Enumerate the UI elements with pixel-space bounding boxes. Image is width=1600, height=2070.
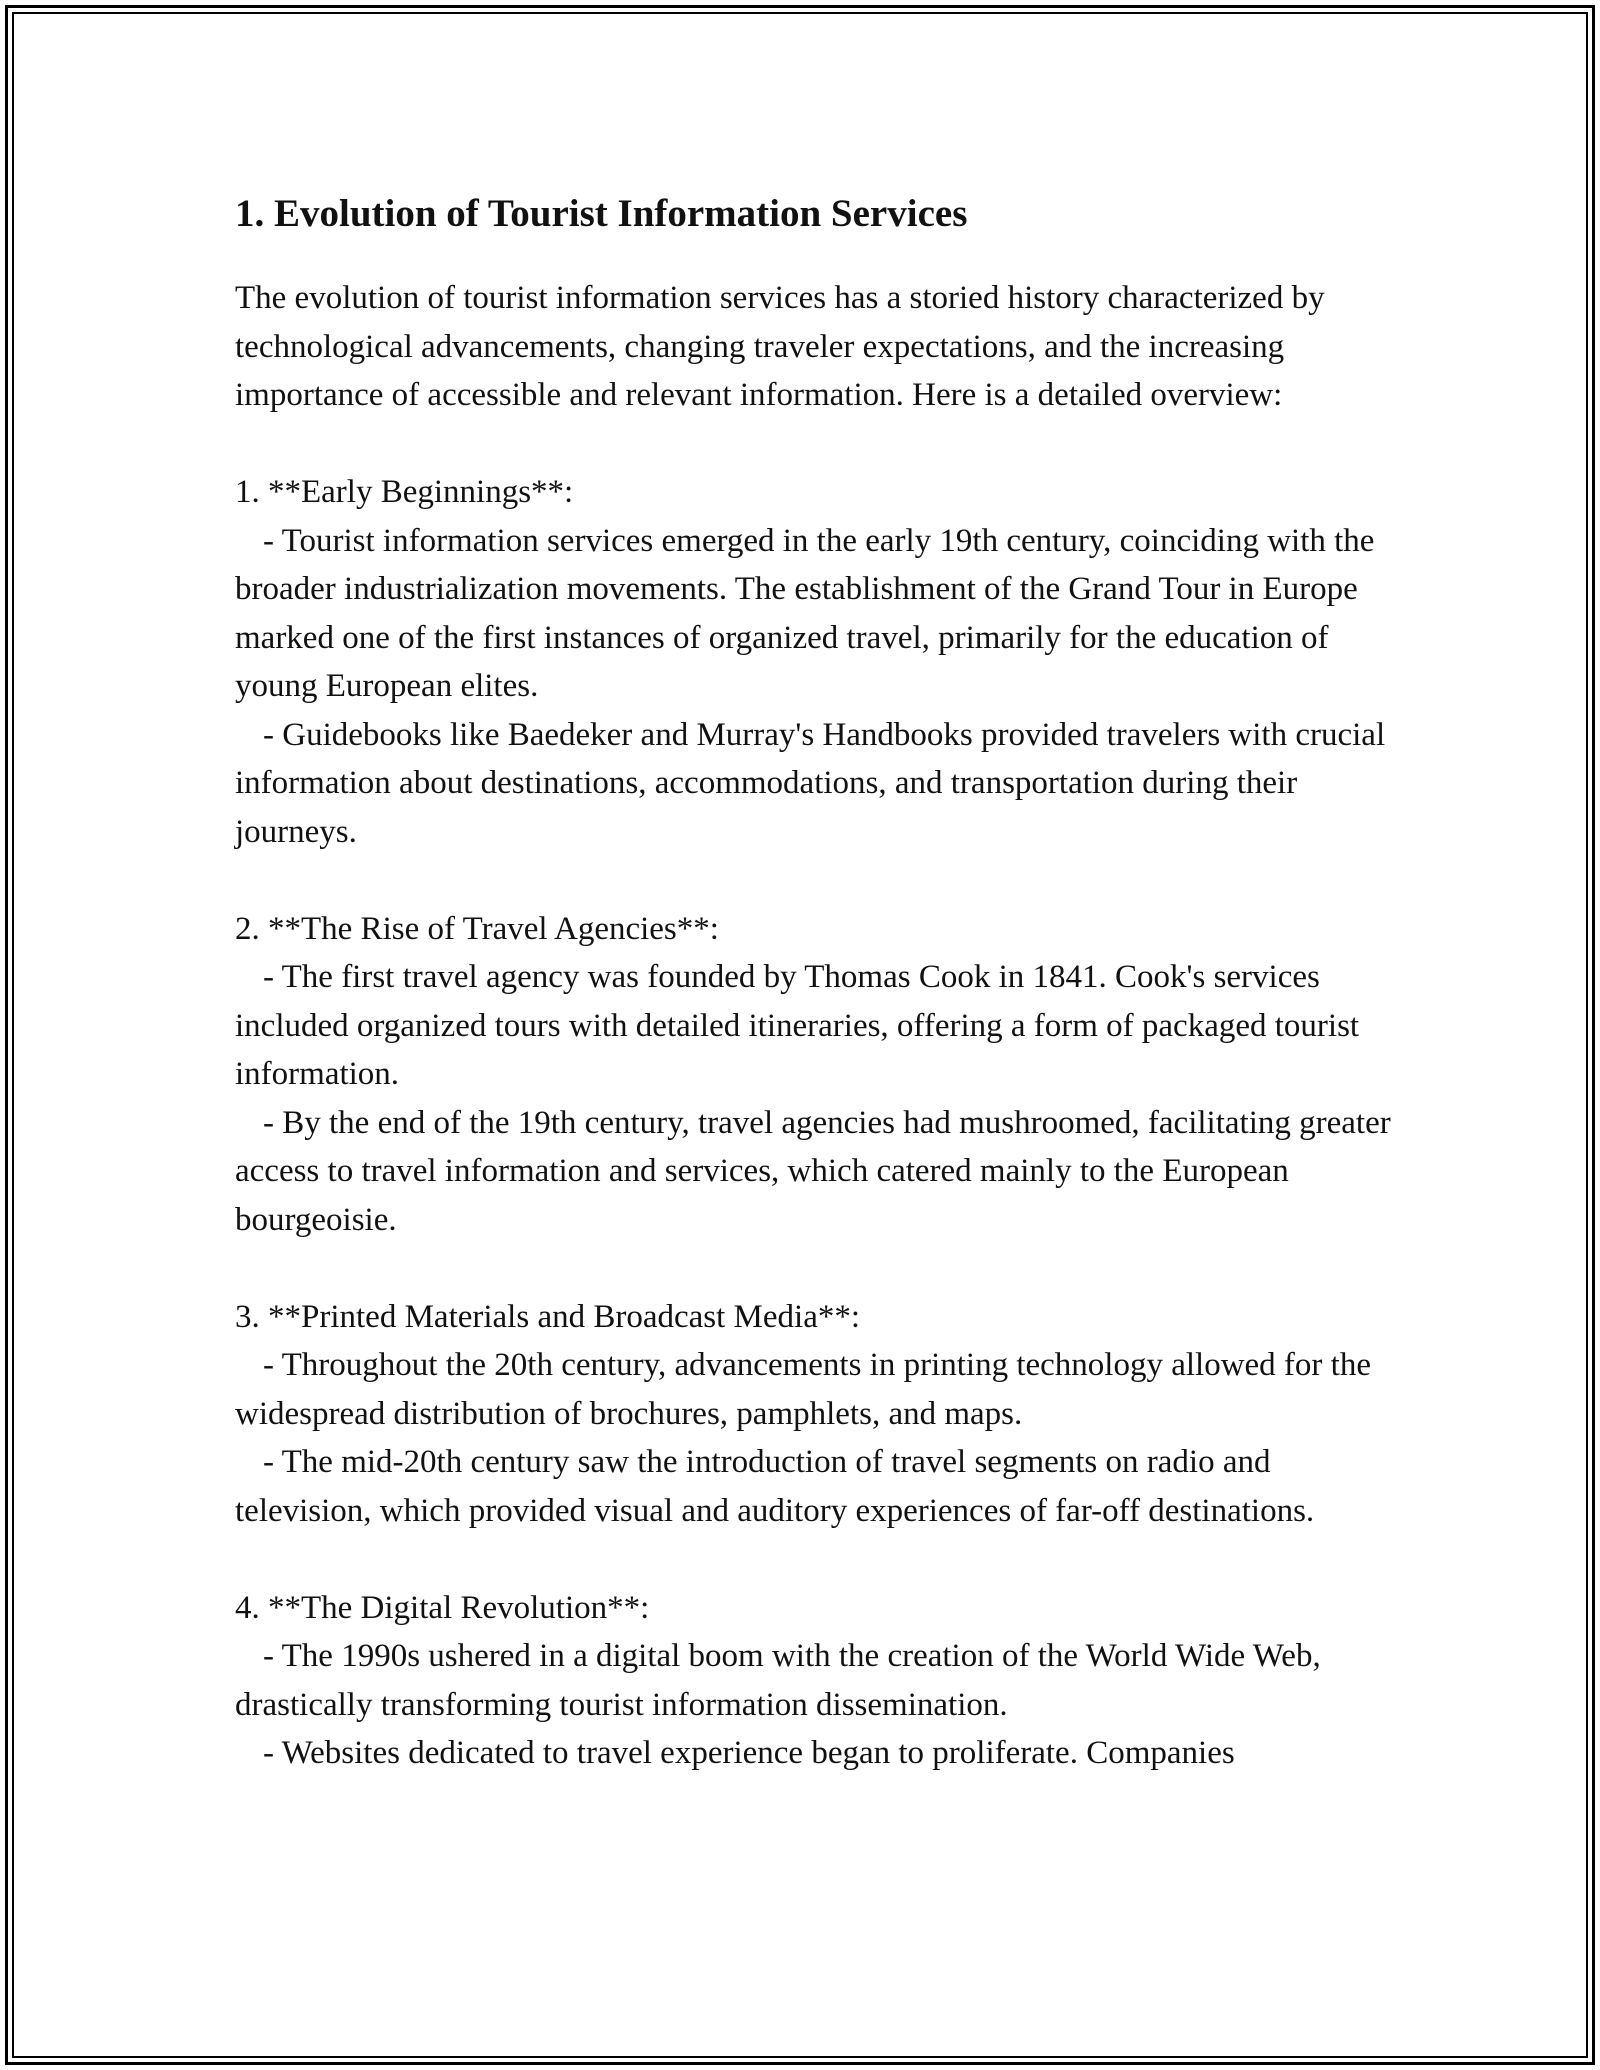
section-heading: 3. **Printed Materials and Broadcast Media**: — [235, 1298, 861, 1335]
section-digital-revolution — [235, 1584, 1415, 1778]
section-point: - Throughout the 20th century, advancements in printing technology allowed for the widespread distribution of brochures, pamphlets, and maps. — [235, 1347, 1371, 1432]
section-heading: 2. **The Rise of Travel Agencies**: — [235, 910, 719, 947]
document-body — [235, 180, 1415, 1778]
section-point: - The 1990s ushered in a digital boom with the creation of the World Wide Web, drastically transforming tourist information dissemination. — [235, 1638, 1321, 1723]
section-early-beginnings — [235, 468, 1415, 856]
paragraph-spacer — [235, 420, 1415, 469]
section-printed-materials — [235, 1293, 1415, 1536]
intro-paragraph: The evolution of tourist information services has a storied history characterized by technological advancements, changing traveler expectations, and the increasing importance of accessible and relevant information. Here is a detailed overview: — [235, 280, 1325, 413]
section-travel-agencies — [235, 905, 1415, 1245]
section-point: - Tourist information services emerged in the early 19th century, coinciding with the broader industrialization movements. The establishment of the Grand Tour in Europe marked one of the first instances of organized travel, primarily for the education of young European elites. — [235, 522, 1375, 704]
section-point: - Websites dedicated to travel experience began to proliferate. Companies — [263, 1735, 1235, 1771]
section-point: - The first travel agency was founded by Thomas Cook in 1841. Cook's services included organized tours with detailed itineraries, offering a form of packaged tourist information. — [235, 959, 1360, 1092]
section-point: - The mid-20th century saw the introduction of travel segments on radio and television, which provided visual and auditory experiences of far-off destinations. — [235, 1444, 1315, 1529]
section-point: - By the end of the 19th century, travel agencies had mushroomed, facilitating greater access to travel information and services, which catered mainly to the European bourgeoisie. — [235, 1104, 1391, 1238]
paragraph-spacer — [235, 1535, 1415, 1584]
section-heading: 1. **Early Beginnings**: — [235, 474, 574, 510]
section-heading: 4. **The Digital Revolution**: — [235, 1589, 650, 1626]
paragraph-spacer — [235, 856, 1415, 905]
section-point: - Guidebooks like Baedeker and Murray's Handbooks provided travelers with crucial information about destinations, accommodations, and transportation during their journeys. — [235, 716, 1386, 850]
document-title: 1. Evolution of Tourist Information Services — [235, 192, 968, 235]
paragraph-spacer — [235, 1244, 1415, 1293]
